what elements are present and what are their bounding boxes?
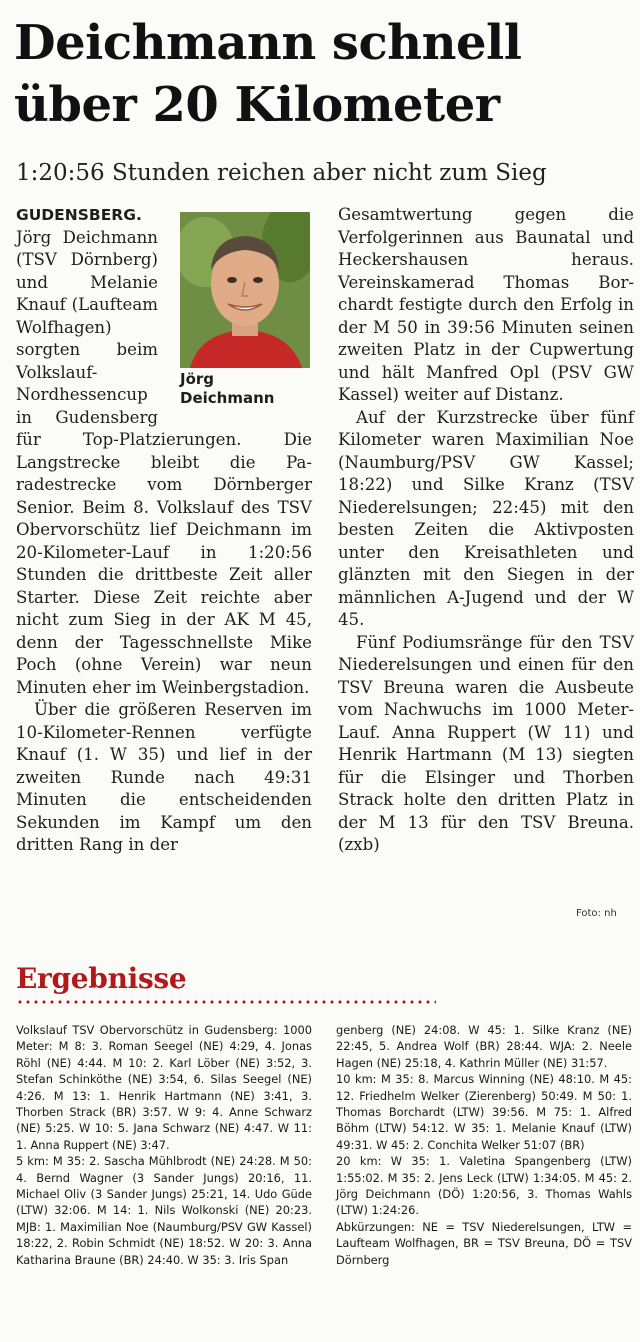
article-paragraph-1-text: Jörg Deichmann (TSV Dörnberg) und Melanie Knauf (Laufteam Wolfhagen) sorgten beim Volkslauf-Nordhessencup in Gudensberg für Top-Platzierungen. Die Langstrecke bleibt die Paradestrecke vom Dörnberger Senior. Beim 8. Volkslauf des TSV Obervorschütz lief Deichmann im 20-Kilometer-Lauf in 1:20:56 Stunden die drittbeste Zeit aller Starter. Diese Zeit reichte aber nicht zum Sieg in der AK M 45, denn der Tagesschnellste Mike Poch (ohne Verein) war neun Minuten eher im Weinbergstadion.	[16, 227, 312, 697]
results-column-left	[16, 1022, 312, 1268]
dateline: GUDENSBERG.	[16, 206, 142, 224]
portrait-illustration	[180, 212, 310, 368]
article-paragraph-2: Über die größeren Reserven im 10-Kilometer-Rennen verfügte Knauf (1. W 35) und lief in der zweiten Runde nach 49:31 Minuten die entscheidenden Sekunden im Kampf um den dritten Rang in der	[16, 700, 312, 854]
results-title: Ergebnisse	[16, 962, 187, 995]
portrait-photo	[180, 212, 310, 368]
photo-caption	[180, 370, 312, 408]
results-paragraph: Volkslauf TSV Obervorschütz in Gudensberg: 1000 Meter: M 8: 3. Roman Seegel (NE) 4:29, 4. Jonas Röhl (NE) 4:44. M 10: 2. Karl Löber (NE) 3:52, 3. Stefan Schinköthe (NE) 3:54, 6. Silas Seegel (NE) 4:26. M 13: 1. Henrik Hartmann (NE) 3:41, 3. Thorben Strack (BR) 3:57. W 9: 4. Anne Schwarz (NE) 5:25. W 10: 5. Jana Schwarz (NE) 4:47. W 11: 1. Anna Ruppert (NE) 3:47.	[16, 1023, 312, 1152]
results-abbreviations: Abkürzungen: NE = TSV Niederelsungen, LTW = Laufteam Wolfhagen, BR = TSV Breuna, DÖ = TSV Dörnberg	[336, 1219, 632, 1267]
photo-caption-line-2: Deichmann	[180, 389, 275, 407]
photo-credit: Foto: nh	[576, 908, 617, 919]
results-paragraph: 20 km: W 35: 1. Valetina Spangenberg (LTW) 1:55:02. M 35: 2. Jens Leck (LTW) 1:34:05. M 45: 2. Jörg Deichmann (DÖ) 1:20:56, 3. Thomas Wahls (LTW) 1:24:26.	[336, 1154, 632, 1218]
results-column-right	[336, 1022, 632, 1268]
headline	[14, 12, 634, 136]
photo-box	[168, 212, 312, 408]
results-paragraph: 5 km: M 35: 2. Sascha Mühlbrodt (NE) 24:28. M 50: 4. Bernd Wagner (3 Sander Jungs) 20:16, 11. Michael Oliv (3 Sander Jungs) 25:21, 14. Udo Güde (LTW) 32:06. M 14: 1. Nils Wolkonski (NE) 20:23. MJB: 1. Maximilian Noe (Naumburg/PSV GW Kassel) 18:22, 2. Robin Schmidt (NE) 18:52. W 20: 3. Anna Katharina Braune (BR) 24:40. W 35: 3. Iris Span	[16, 1154, 312, 1267]
article-paragraph-5: Fünf Podiumsränge für den TSV Niederelsungen und einen für den TSV Breuna waren die Ausbeute vom Nachwuchs im 1000 Meter-Lauf. Anna Ruppert (W 11) und Henrik Hartmann (M 13) siegten für die Elsinger und Thorben Strack holte den dritten Platz in der M 13 für den TSV Breuna. (zxb)	[338, 632, 634, 854]
subheadline: 1:20:56 Stunden reichen aber nicht zum Sieg	[16, 160, 547, 186]
article-paragraph-4: Auf der Kurzstrecke über fünf Kilometer waren Maximilian Noe (Naumburg/PSV GW Kassel; 18:22) und Silke Kranz (TSV Niederelsungen; 22:45) mit den besten Zeiten die Aktivposten unter den Kreisathleten und glänzten mit den Siegen in der männlichen A-Jugend und der W 45.	[338, 407, 634, 629]
article-column-right	[338, 204, 634, 857]
photo-caption-line-1: Jörg	[180, 370, 215, 388]
results-paragraph: 10 km: M 35: 8. Marcus Winning (NE) 48:10. M 45: 12. Friedhelm Welker (Zierenberg) 50:49. M 50: 1. Thomas Borchardt (LTW) 39:56. M 75: 1. Alfred Böhm (LTW) 54:12. W 35: 1. Melanie Knauf (LTW) 49:31. W 45: 2. Conchita Welker 51:07 (BR)	[336, 1072, 632, 1152]
results-dotted-rule	[16, 1000, 436, 1004]
article-column-left	[16, 204, 312, 857]
results-paragraph: genberg (NE) 24:08. W 45: 1. Silke Kranz (NE) 22:45, 5. Andrea Wolf (BR) 28:44. WJA: 2. Neele Hagen (NE) 25:18, 4. Kathrin Müller (NE) 31:57.	[336, 1023, 632, 1070]
headline-line-2: über 20 Kilometer	[14, 77, 500, 133]
headline-line-1: Deichmann schnell	[14, 15, 522, 71]
article-paragraph-3: Gesamtwertung gegen die Verfolgerinnen aus Baunatal und Heckershausen heraus. Vereinskamerad Thomas Borchardt festigte durch den Erfolg in der M 50 in 39:56 Minuten seinen zweiten Platz in der Cupwertung und hält Manfred Opl (PSV GW Kassel) weiter auf Distanz.	[338, 205, 634, 404]
